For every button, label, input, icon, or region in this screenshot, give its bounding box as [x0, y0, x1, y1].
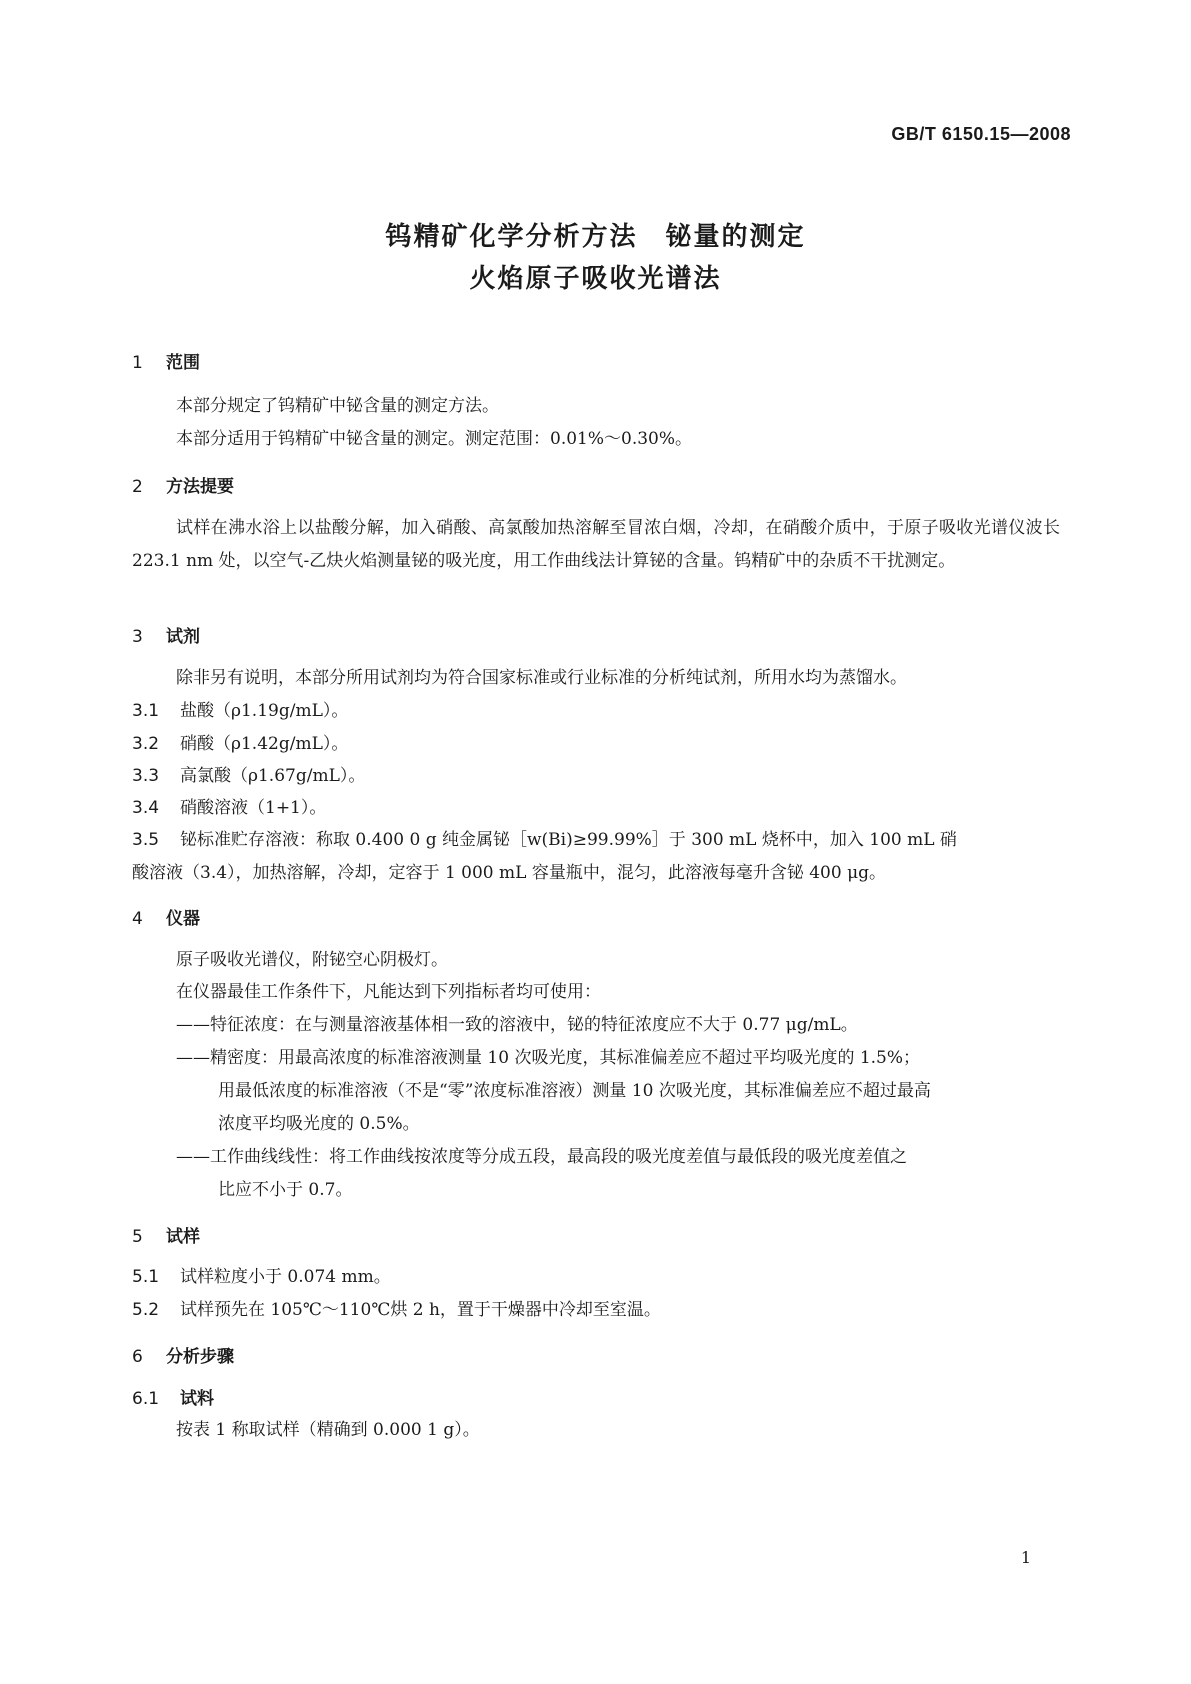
list-item — [132, 729, 348, 754]
section-number: 1 — [132, 353, 143, 373]
subsection-number: 6.1 — [132, 1389, 160, 1409]
item-text: 铋标准贮存溶液：称取 0.400 0 g 纯金属铋［w(Bi)≥99.99%］于 300 mL 烧杯中，加入 100 mL 硝 — [180, 830, 957, 850]
dash-item: ——特征浓度：在与测量溶液基体相一致的溶液中，铋的特征浓度应不大于 0.77 μg/mL。 — [176, 1015, 858, 1035]
list-item — [132, 761, 365, 786]
item-number: 5.2 — [132, 1300, 160, 1320]
section-1-heading — [132, 348, 200, 373]
list-item — [132, 793, 326, 818]
list-item — [132, 1295, 661, 1320]
item-number: 3.2 — [132, 734, 160, 754]
dash-item-continuation: 浓度平均吸光度的 0.5%。 — [218, 1114, 420, 1134]
document-title-line2: 火焰原子吸收光谱法 — [469, 264, 722, 294]
item-number: 3.3 — [132, 766, 160, 786]
item-number: 3.1 — [132, 701, 160, 721]
list-item — [132, 1262, 391, 1287]
list-item — [132, 696, 348, 721]
paragraph: 除非另有说明，本部分所用试剂均为符合国家标准或行业标准的分析纯试剂，所用水均为蒸馏水。 — [176, 668, 907, 688]
item-text: 高氯酸（ρ1.67g/mL）。 — [180, 766, 366, 786]
item-text: 硝酸（ρ1.42g/mL）。 — [180, 734, 349, 754]
section-title: 方法提要 — [166, 477, 234, 497]
paragraph-text: 试样在沸水浴上以盐酸分解，加入硝酸、高氯酸加热溶解至冒浓白烟，冷却，在硝酸介质中，于原子吸收光谱仪波长 223.1 nm 处，以空气-乙炔火焰测量铋的吸光度，用工作曲线法计算铋的含量。钨精矿中的杂质不干扰测定。 — [132, 518, 1060, 571]
item-text: 试样预先在 105℃～110℃烘 2 h，置于干燥器中冷却至室温。 — [180, 1300, 661, 1320]
section-5-heading — [132, 1222, 200, 1247]
section-6-heading — [132, 1342, 234, 1367]
section-title: 试样 — [166, 1227, 200, 1247]
section-title: 仪器 — [166, 909, 200, 929]
section-number: 2 — [132, 477, 143, 497]
item-text: 硝酸溶液（1+1）。 — [180, 798, 327, 818]
subsection-6-1-heading — [132, 1384, 214, 1409]
document-title-line1: 钨精矿化学分析方法 铋量的测定 — [385, 222, 806, 252]
item-number: 5.1 — [132, 1267, 160, 1287]
item-number: 3.5 — [132, 830, 160, 850]
list-item-continuation: 酸溶液（3.4），加热溶解，冷却，定容于 1 000 mL 容量瓶中，混匀，此溶液每毫升含铋 400 μg。 — [132, 863, 887, 883]
section-3-heading — [132, 622, 200, 647]
section-number: 4 — [132, 909, 143, 929]
page-number: 1 — [1020, 1548, 1031, 1567]
list-item — [132, 825, 957, 850]
paragraph — [132, 512, 1060, 578]
section-4-heading — [132, 904, 200, 929]
item-text: 盐酸（ρ1.19g/mL）。 — [180, 701, 349, 721]
section-number: 6 — [132, 1347, 143, 1367]
section-title: 试剂 — [166, 627, 200, 647]
section-title: 范围 — [166, 353, 200, 373]
paragraph: 在仪器最佳工作条件下，凡能达到下列指标者均可使用： — [176, 982, 601, 1002]
paragraph: 按表 1 称取试样（精确到 0.000 1 g）。 — [176, 1420, 480, 1440]
section-2-heading — [132, 472, 234, 497]
paragraph: 本部分适用于钨精矿中铋含量的测定。测定范围：0.01%～0.30%。 — [176, 429, 693, 449]
paragraph: 原子吸收光谱仪，附铋空心阴极灯。 — [176, 950, 448, 970]
section-title: 分析步骤 — [166, 1347, 234, 1367]
standard-code: GB/T 6150.15—2008 — [891, 124, 1071, 144]
subsection-title: 试料 — [180, 1389, 214, 1409]
item-number: 3.4 — [132, 798, 160, 818]
dash-item-continuation: 用最低浓度的标准溶液（不是“零”浓度标准溶液）测量 10 次吸光度，其标准偏差应不超过最高 — [218, 1081, 931, 1101]
section-number: 5 — [132, 1227, 143, 1247]
dash-item-continuation: 比应不小于 0.7。 — [218, 1180, 353, 1200]
dash-item: ——精密度：用最高浓度的标准溶液测量 10 次吸光度，其标准偏差应不超过平均吸光度的 1.5%； — [176, 1048, 921, 1068]
item-text: 试样粒度小于 0.074 mm。 — [180, 1267, 391, 1287]
paragraph: 本部分规定了钨精矿中铋含量的测定方法。 — [176, 396, 499, 416]
dash-item: ——工作曲线线性：将工作曲线按浓度等分成五段，最高段的吸光度差值与最低段的吸光度差值之 — [176, 1147, 907, 1167]
section-number: 3 — [132, 627, 143, 647]
